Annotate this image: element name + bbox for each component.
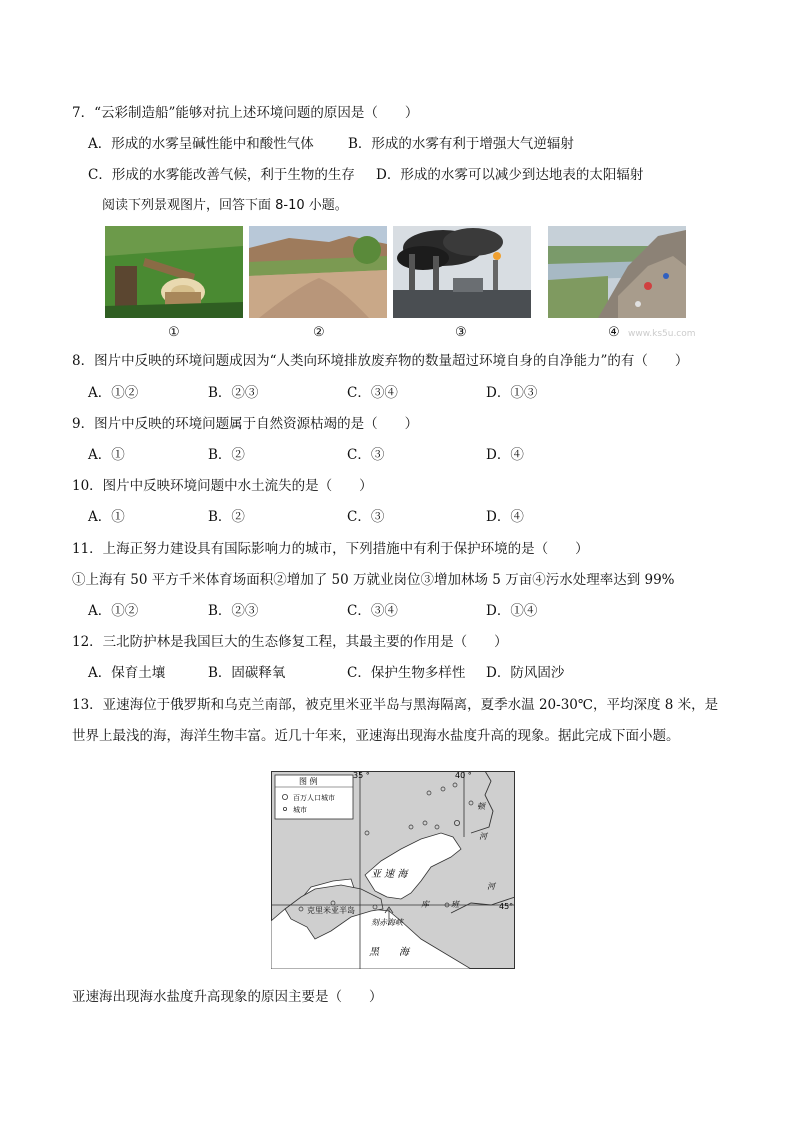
map-label-azov: 亚 速 海 <box>371 869 408 880</box>
watermark: www.ks5u.com <box>628 329 696 339</box>
q12-option-a: A．保育土壤 <box>88 665 166 681</box>
q8-option-b: B．②③ <box>208 385 259 401</box>
map-label-don-1: 顿 <box>477 802 485 811</box>
q9-option-a: A．① <box>88 447 125 463</box>
photo-3-factory-pollution <box>393 226 531 318</box>
photo-label-3: ③ <box>455 325 467 340</box>
map-label-strait: 刻赤海峡 <box>371 918 403 927</box>
q7-stem: 7．“云彩制造船”能够对抗上述环境问题的原因是（ ） <box>72 105 419 121</box>
q13-line-1: 13．亚速海位于俄罗斯和乌克兰南部，被克里米亚半岛与黑海隔离，夏季水温 20-30℃，平均深度 8 米，是 <box>72 697 719 713</box>
q12-stem: 12．三北防护林是我国巨大的生态修复工程，其最主要的作用是（ ） <box>72 634 508 650</box>
q9-stem: 9．图片中反映的环境问题属于自然资源枯竭的是（ ） <box>72 416 419 432</box>
map-label-crimea: 克里米亚半岛 <box>307 906 355 915</box>
q7-option-b: B．形成的水雾有利于增强大气逆辐射 <box>348 136 574 152</box>
q12-option-d: D．防风固沙 <box>486 665 565 681</box>
q11-stem: 11．上海正努力建设具有国际影响力的城市，下列措施中有利于保护环境的是（ ） <box>72 541 589 557</box>
map-label-kuban-1: 库 <box>421 900 429 909</box>
q11-option-c: C．③④ <box>347 603 398 619</box>
q8-option-a: A．①② <box>88 385 139 401</box>
azov-sea-map <box>271 771 515 969</box>
q11-option-b: B．②③ <box>208 603 259 619</box>
q8-option-c: C．③④ <box>347 385 398 401</box>
q8-option-d: D．①③ <box>486 385 538 401</box>
photo-label-2: ② <box>313 325 325 340</box>
map-legend-city: 城市 <box>293 806 307 814</box>
q13-line-2: 世界上最浅的海，海洋生物丰富。近几十年来，亚速海出现海水盐度升高的现象。据此完成下面小题。 <box>72 728 680 744</box>
q10-option-a: A．① <box>88 509 125 525</box>
map-label-black-sea: 黑 海 <box>369 947 409 958</box>
q10-option-c: C．③ <box>347 509 385 525</box>
q9-option-b: B．② <box>208 447 245 463</box>
map-label-kuban-3: 河 <box>487 882 495 891</box>
map-lon-40: 40 ° <box>455 771 472 780</box>
q10-stem: 10．图片中反映环境问题中水土流失的是（ ） <box>72 478 373 494</box>
q7-option-a: A．形成的水雾呈碱性能中和酸性气体 <box>88 136 314 152</box>
q7-option-c: C．形成的水雾能改善气候，利于生物的生存 <box>88 167 355 183</box>
q8-stem: 8．图片中反映的环境问题成因为“人类向环境排放废弃物的数量超过环境自身的自净能力”的有（ ） <box>72 353 689 369</box>
map-label-kuban-2: 班 <box>451 900 459 909</box>
q11-option-d: D．①④ <box>486 603 538 619</box>
q10-option-d: D．④ <box>486 509 524 525</box>
q11-option-a: A．①② <box>88 603 139 619</box>
q13-sub-question: 亚速海出现海水盐度升高现象的原因主要是（ ） <box>72 989 383 1005</box>
photo-label-1: ① <box>168 325 180 340</box>
q12-option-c: C．保护生物多样性 <box>347 665 466 681</box>
q11-items: ①上海有 50 平方千米体育场面积②增加了 50 万就业岗位③增加林场 5 万亩④污水处理率达到 99% <box>72 572 675 588</box>
photo-label-4: ④ <box>608 325 620 340</box>
map-legend-title: 图 例 <box>299 777 318 786</box>
map-legend-big-city: 百万人口城市 <box>293 794 335 802</box>
q9-option-d: D．④ <box>486 447 524 463</box>
q9-option-c: C．③ <box>347 447 385 463</box>
photo-4-garbage-dump <box>548 226 686 318</box>
map-lon-35: 35 ° <box>353 771 370 780</box>
q7-option-d: D．形成的水雾可以减少到达地表的太阳辐射 <box>376 167 644 183</box>
photo-1-deforestation <box>105 226 243 318</box>
map-lat-45: 45° <box>499 902 514 911</box>
reading-instruction: 阅读下列景观图片，回答下面 8-10 小题。 <box>102 198 348 213</box>
map-label-don-2: 河 <box>479 832 487 841</box>
photo-2-soil-erosion <box>249 226 387 318</box>
q10-option-b: B．② <box>208 509 245 525</box>
q12-option-b: B．固碳释氧 <box>208 665 286 681</box>
